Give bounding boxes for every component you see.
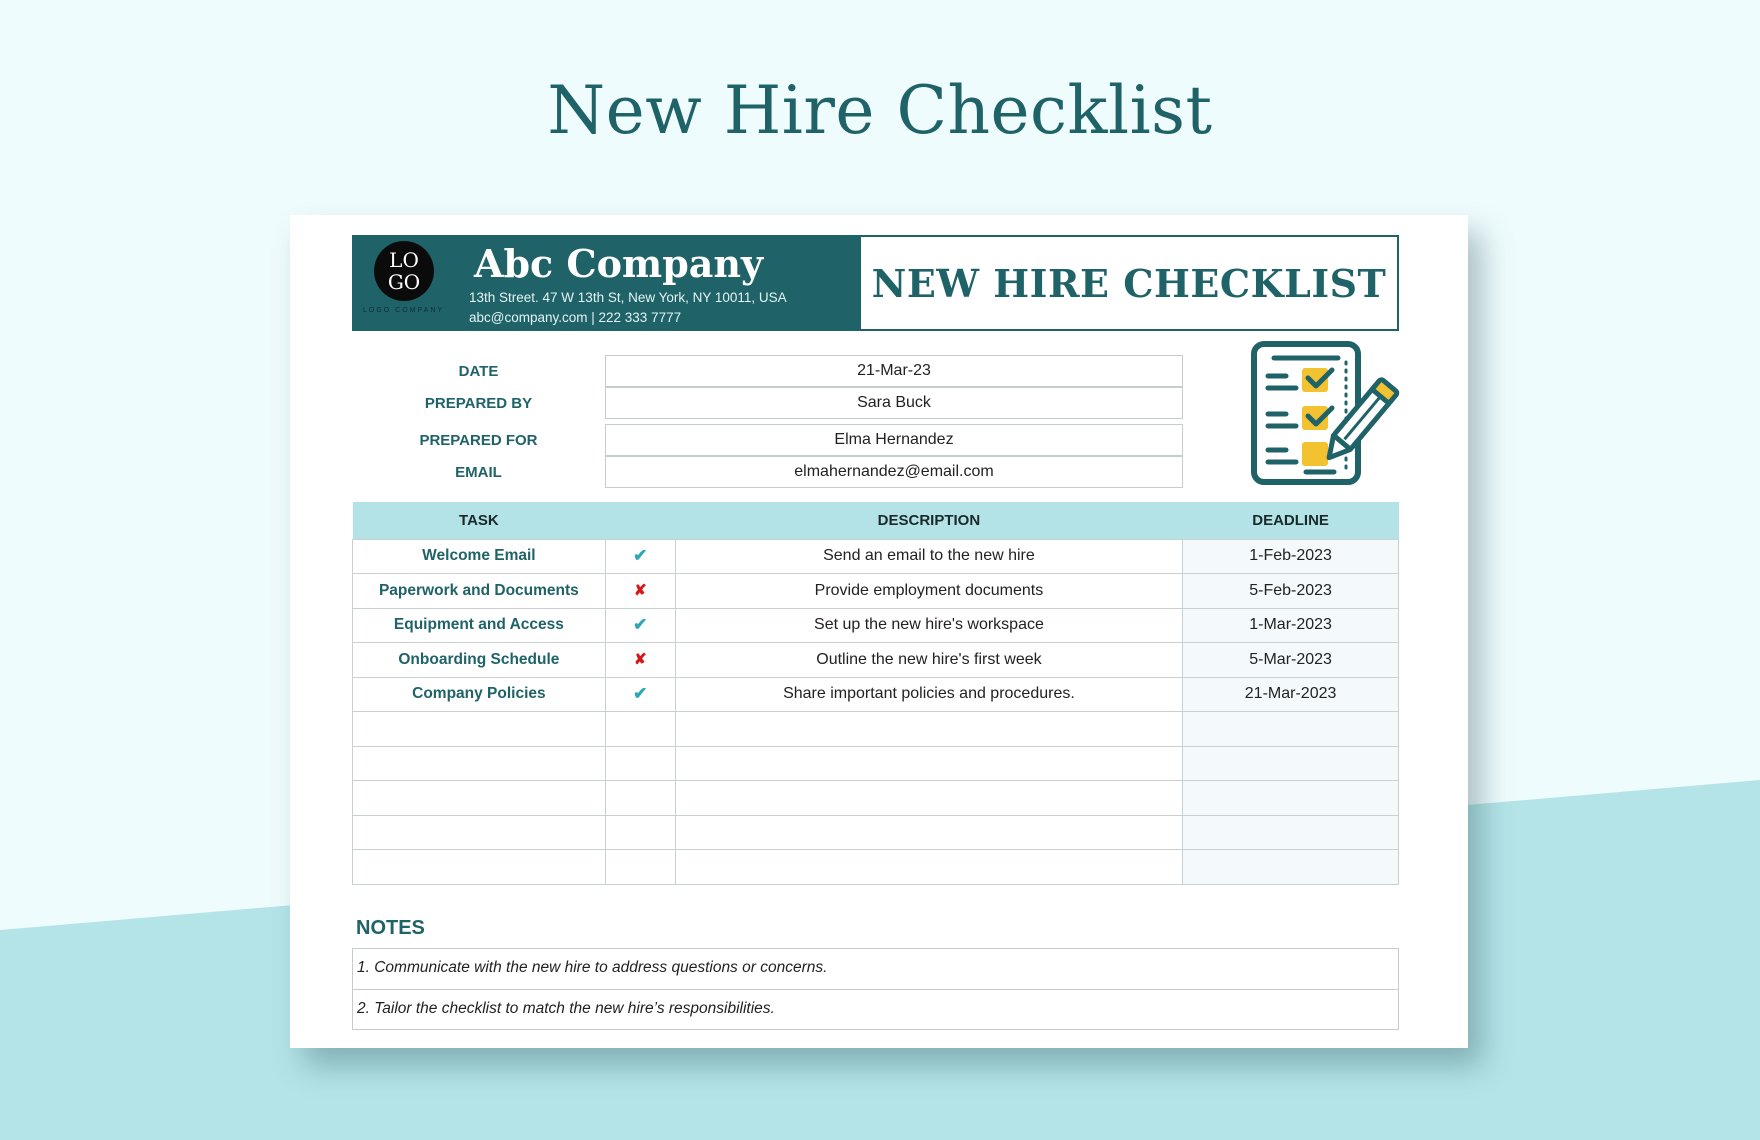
- note-item[interactable]: 2. Tailor the checklist to match the new hire’s responsibilities.: [353, 989, 1398, 1029]
- prepared-by-label: PREPARED BY: [424, 395, 533, 412]
- date-label: DATE: [458, 363, 499, 380]
- description-cell[interactable]: [675, 815, 1182, 850]
- table-row: [353, 781, 1399, 816]
- check-mark-icon: ✔: [633, 546, 648, 566]
- task-cell[interactable]: Welcome Email: [353, 539, 606, 574]
- status-cell[interactable]: [605, 608, 675, 643]
- status-cell[interactable]: [605, 781, 675, 816]
- deadline-cell[interactable]: 5-Feb-2023: [1183, 574, 1399, 609]
- description-cell[interactable]: [675, 850, 1182, 885]
- task-cell[interactable]: [353, 712, 606, 747]
- task-cell[interactable]: Company Policies: [353, 677, 606, 712]
- email-label: EMAIL: [455, 464, 502, 481]
- check-mark-icon: ✔: [633, 615, 648, 635]
- task-cell[interactable]: [353, 746, 606, 781]
- status-column-header: [605, 502, 675, 539]
- document-title: NEW HIRE CHECKLIST: [871, 260, 1387, 306]
- table-row: [353, 850, 1399, 885]
- table-row: [353, 608, 1399, 643]
- description-column-header: DESCRIPTION: [675, 502, 1182, 539]
- deadline-cell[interactable]: [1183, 850, 1399, 885]
- description-cell[interactable]: [675, 746, 1182, 781]
- checklist-pencil-icon: [1250, 340, 1400, 486]
- status-cell[interactable]: [605, 746, 675, 781]
- deadline-cell[interactable]: 21-Mar-2023: [1183, 677, 1399, 712]
- deadline-cell[interactable]: [1183, 781, 1399, 816]
- table-row: [353, 712, 1399, 747]
- deadline-cell[interactable]: 5-Mar-2023: [1183, 643, 1399, 678]
- table-row: [353, 815, 1399, 850]
- table-body: [353, 539, 1399, 884]
- deadline-cell[interactable]: [1183, 746, 1399, 781]
- status-cell[interactable]: [605, 712, 675, 747]
- description-cell[interactable]: Share important policies and procedures.: [675, 677, 1182, 712]
- task-cell[interactable]: [353, 781, 606, 816]
- table-row: [353, 677, 1399, 712]
- company-address: 13th Street. 47 W 13th St, New York, NY 10011, USA: [469, 290, 787, 305]
- company-name: Abc Company: [474, 241, 764, 286]
- status-cell[interactable]: [605, 574, 675, 609]
- table-row: [353, 574, 1399, 609]
- description-cell[interactable]: Send an email to the new hire: [675, 539, 1182, 574]
- prepared-by-field[interactable]: Sara Buck: [605, 387, 1183, 419]
- checklist-table: [352, 502, 1399, 885]
- task-cell[interactable]: [353, 850, 606, 885]
- prepared-for-label: PREPARED FOR: [419, 432, 538, 449]
- deadline-cell[interactable]: [1183, 712, 1399, 747]
- table-row: [353, 643, 1399, 678]
- email-field[interactable]: elmahernandez@email.com: [605, 456, 1183, 488]
- page-headline: New Hire Checklist: [547, 72, 1213, 149]
- company-header: [352, 235, 859, 331]
- note-item[interactable]: 1. Communicate with the new hire to address questions or concerns.: [357, 959, 828, 976]
- status-cell[interactable]: [605, 850, 675, 885]
- task-cell[interactable]: Onboarding Schedule: [353, 643, 606, 678]
- status-cell[interactable]: [605, 815, 675, 850]
- description-cell[interactable]: Provide employment documents: [675, 574, 1182, 609]
- check-mark-icon: ✔: [633, 684, 648, 704]
- status-cell[interactable]: [605, 643, 675, 678]
- deadline-cell[interactable]: 1-Mar-2023: [1183, 608, 1399, 643]
- company-logo: [374, 241, 434, 301]
- table-header-row: [353, 502, 1399, 539]
- deadline-column-header: DEADLINE: [1183, 502, 1399, 539]
- logo-text-bottom: GO: [387, 270, 421, 294]
- cross-mark-icon: ✘: [633, 582, 647, 600]
- task-cell[interactable]: Paperwork and Documents: [353, 574, 606, 609]
- prepared-for-field[interactable]: Elma Hernandez: [605, 424, 1183, 456]
- date-field[interactable]: 21-Mar-23: [605, 355, 1183, 387]
- task-column-header: TASK: [353, 502, 606, 539]
- logo-text-top: LO: [389, 248, 419, 272]
- task-cell[interactable]: [353, 815, 606, 850]
- deadline-cell[interactable]: [1183, 815, 1399, 850]
- description-cell[interactable]: Outline the new hire's first week: [675, 643, 1182, 678]
- description-cell[interactable]: Set up the new hire's workspace: [675, 608, 1182, 643]
- checklist-sheet: [290, 215, 1468, 1048]
- document-title-box: [859, 235, 1399, 331]
- description-cell[interactable]: [675, 781, 1182, 816]
- cross-mark-icon: ✘: [633, 651, 647, 669]
- deadline-cell[interactable]: 1-Feb-2023: [1183, 539, 1399, 574]
- status-cell[interactable]: [605, 677, 675, 712]
- table-row: [353, 539, 1399, 574]
- status-cell[interactable]: [605, 539, 675, 574]
- notes-box: [352, 948, 1399, 1030]
- task-cell[interactable]: Equipment and Access: [353, 608, 606, 643]
- notes-title: NOTES: [356, 917, 425, 939]
- logo-caption: LOGO COMPANY: [363, 307, 445, 314]
- company-contact: abc@company.com | 222 333 7777: [469, 310, 682, 325]
- table-row: [353, 746, 1399, 781]
- description-cell[interactable]: [675, 712, 1182, 747]
